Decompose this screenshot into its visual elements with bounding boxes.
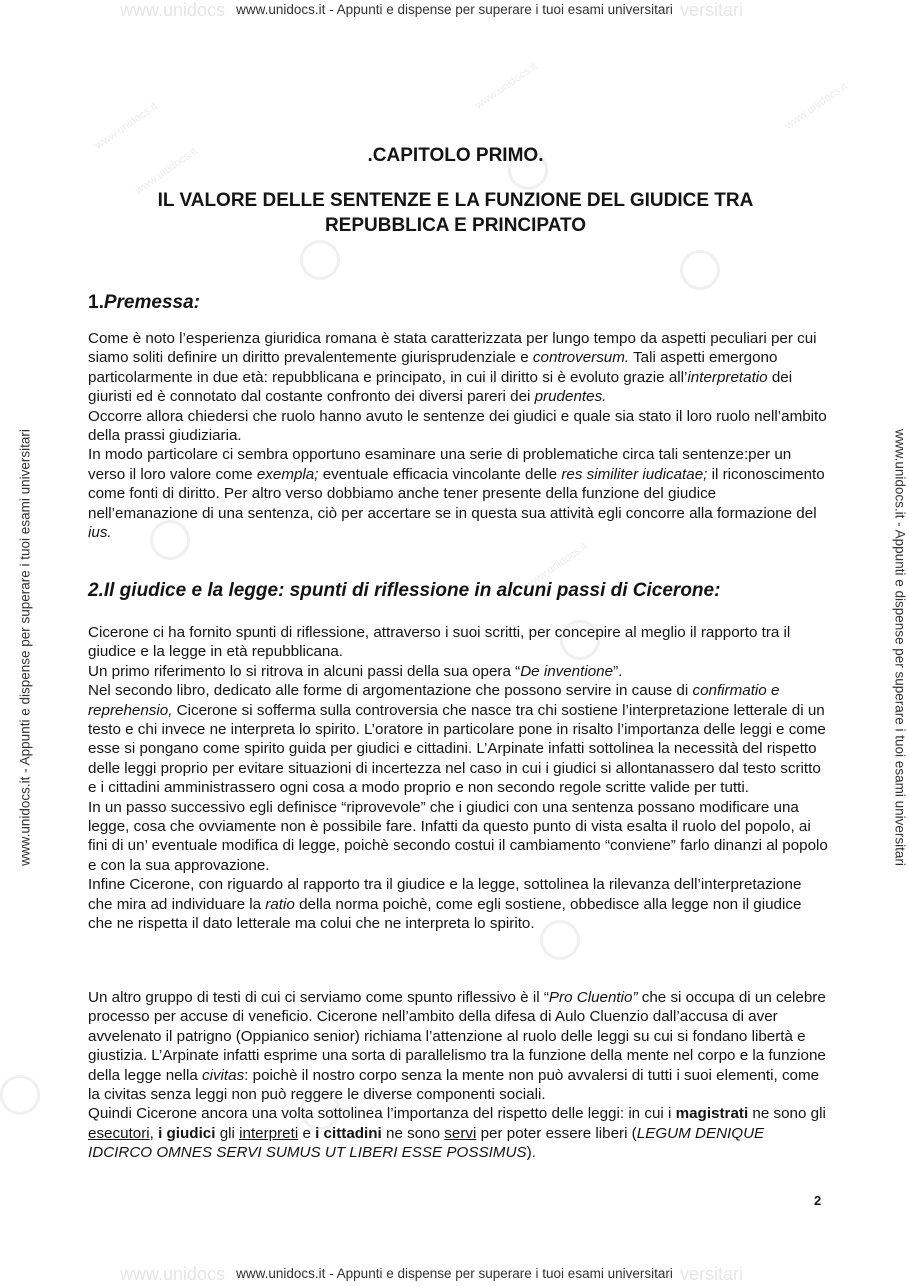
watermark-ghost-left-bottom: www.unidocs	[120, 1264, 226, 1284]
text-run: prudentes.	[534, 388, 607, 406]
text-run: ne sono gli	[748, 1105, 826, 1123]
text-run: dei giuristi ed è connotato dal costante confronto dei diversi pareri dei	[88, 368, 793, 406]
text-run: esecutori	[88, 1124, 150, 1142]
unidocs-logo-icon	[300, 240, 340, 280]
watermark-ghost-left: www.unidocs	[120, 0, 226, 20]
section2-title: 2.Il giudice e la legge: spunti di riflessione in alcuni passi di Cicerone:	[88, 580, 721, 601]
text-run: Un altro gruppo di testi di cui ci serviamo come spunto riflessivo è il “	[88, 989, 549, 1006]
page-number: 2	[814, 1193, 822, 1208]
chapter-label: .CAPITOLO PRIMO.	[367, 145, 544, 166]
text-run: Quindi Cicerone ancora una volta sottolinea l’importanza del rispetto delle leggi: in cui i	[88, 1105, 676, 1123]
text-run: Cicerone ci ha fornito spunti di riflessione, attraverso i suoi scritti, per concepire al meglio il rapporto tra il giudice e la legge in età repubblicana.	[88, 624, 791, 661]
text-run: Tali aspetti emergono particolarmente in due età: repubblicana e principato, in cui il diritto si è evoluto grazie all’	[88, 349, 778, 386]
text-run: De inventione	[520, 662, 614, 680]
text-run: ius.	[88, 524, 112, 542]
text-run: civitas	[202, 1066, 245, 1084]
section2-body-1	[88, 623, 828, 934]
text-run: gli	[215, 1124, 240, 1142]
text-run: interpretatio	[687, 368, 768, 386]
faint-watermark: www.unidocs.it	[783, 80, 850, 132]
text-run: Cicerone si sofferma sulla controversia che nasce tra chi sostiene l’interpretazione letterale di un testo e chi invece ne interpreta lo spirito. L’oratore in particolare pone in risalto l’importanza delle leggi e come esse si pongano come spirito guida per giudici e cittadini. L’Arpinate infatti sottolinea la necessità del rispetto delle leggi proprio per evitare situazioni di incertezza nel caso in cui i giudici si allontanassero dal testo scritto e i cittadini amministrassero ogni cosa a modo proprio e non secondo regole scritte valide per tutti.	[88, 701, 826, 797]
text-run: interpreti	[239, 1124, 299, 1142]
section2-body-2	[88, 988, 828, 1163]
watermark-bottom	[0, 1264, 909, 1284]
text-run: i giudici	[158, 1124, 216, 1142]
watermark-top-text: www.unidocs.it - Appunti e dispense per superare i tuoi esami universitari	[236, 2, 673, 17]
text-run: e	[298, 1124, 316, 1142]
text-run: In un passo successivo egli definisce “riprovevole” che i giudici con una sentenza possano modificare una legge, cosa che ovviamente non è possibile fare. Infatti da questo punto di vista esalta il ruolo del popolo, ai fini di un’ eventuale modifica di legge, poichè secondo costui il cambiamento “conviene” farlo dinanzi al popolo e con la sua approvazione.	[88, 798, 828, 874]
text-run: ne sono	[381, 1124, 445, 1142]
text-run: ratio	[265, 895, 295, 913]
text-run: magistrati	[675, 1105, 749, 1123]
text-run: che si occupa di un celebre processo per accuse di veneficio. Cicerone nell’ambito della difesa di Aulo Cluenzio dall’accusa di aver avvelenato il patrigno (Oppianico senior) richiama l’attenzione al ruolo delle leggi su cui si fondano libertà e giustizia. L’Arpinate infatti esprime una sorta di parallelismo tra la funzione della mente nel corpo e la funzione della legge nella	[88, 989, 826, 1084]
unidocs-logo-icon	[680, 250, 720, 290]
text-run: ,	[149, 1124, 159, 1142]
faint-watermark: www.unidocs.it	[93, 100, 160, 152]
watermark-left: www.unidocs.it - Appunti e dispense per superare i tuoi esami universitari	[17, 429, 33, 866]
text-run: Nel secondo libro, dedicato alle forme di argomentazione che possono servire in cause di	[88, 682, 693, 700]
section1-heading	[88, 292, 200, 314]
watermark-right: www.unidocs.it - Appunti e dispense per superare i tuoi esami universitari	[892, 429, 908, 866]
text-run: Occorre allora chiedersi che ruolo hanno avuto le sentenze dei giudici e quale sia stato il loro ruolo nell’ambito della prassi giudiziaria.	[88, 407, 827, 445]
text-run: ).	[526, 1144, 536, 1162]
watermark-top	[0, 0, 909, 20]
text-run: confirmatio e reprehensio,	[88, 682, 780, 719]
text-run: il riconoscimento come fonti di diritto. Per altro verso dobbiamo anche tener presente della funzione del giudice nell’emanazione di una sentenza, ciò per accertare se in questa sua attività egli concorre alla formazione del	[88, 465, 825, 522]
section2-heading	[88, 580, 720, 602]
watermark-bottom-text: www.unidocs.it - Appunti e dispense per superare i tuoi esami universitari	[236, 1266, 673, 1281]
text-run: Un primo riferimento lo si ritrova in alcuni passi della sua opera “	[88, 662, 521, 680]
text-run: exempla;	[256, 465, 319, 483]
text-run: Pro Cluentio”	[548, 989, 638, 1006]
text-run: In modo particolare ci sembra opportuno esaminare una serie di problematiche circa tali sentenze:per un verso il loro valore come	[88, 446, 792, 483]
watermark-ghost-right-bottom: versitari	[680, 1264, 744, 1284]
chapter-title-line1: IL VALORE DELLE SENTENZE E LA FUNZIONE DEL GIUDICE TRA	[157, 190, 754, 211]
watermark-ghost-right: versitari	[680, 0, 744, 20]
chapter-title-line2: REPUBBLICA E PRINCIPATO	[324, 215, 587, 236]
text-run: ”.	[613, 662, 623, 680]
text-run: eventuale efficacia vincolante delle	[318, 465, 562, 483]
faint-watermark: www.unidocs.it	[473, 60, 540, 112]
section1-number: 1.	[88, 292, 104, 313]
chapter-title	[88, 188, 823, 238]
text-run: per poter essere liberi (	[476, 1124, 637, 1142]
unidocs-logo-icon	[0, 1075, 40, 1115]
text-run: LEGUM DENIQUE IDCIRCO OMNES SERVI SUMUS UT LIBERI ESSE POSSIMUS	[88, 1124, 765, 1162]
faint-watermark: www.unidocs.it	[133, 145, 200, 197]
section1-body	[88, 329, 828, 542]
text-run: Come è noto l’esperienza giuridica romana è stata caratterizzata per lungo tempo da aspetti peculiari per cui siamo soliti definire un diritto prevalentemente giurisprudenziale e	[88, 330, 817, 367]
text-run: servi	[444, 1124, 477, 1142]
text-run: Infine Cicerone, con riguardo al rapporto tra il giudice e la legge, sottolinea la rilevanza dell’interpretazione che mira ad individuare la	[88, 876, 802, 913]
text-run: controversum.	[532, 349, 630, 367]
text-run: della norma poichè, come egli sostiene, obbedisce alla legge non il giudice che ne rispetta il dato letterale ma colui che ne interpreta lo spirito.	[88, 895, 802, 933]
faint-watermark: www.unidocs.it	[523, 540, 590, 592]
text-run: res similiter iudicatae;	[561, 465, 708, 483]
text-run: : poichè il nostro corpo senza la mente non può avvalersi di tutti i suoi elementi, come la civitas senza leggi non può reggere le diverse componenti sociali.	[88, 1066, 820, 1104]
section1-title: Premessa:	[103, 292, 200, 313]
text-run: i cittadini	[315, 1124, 382, 1142]
